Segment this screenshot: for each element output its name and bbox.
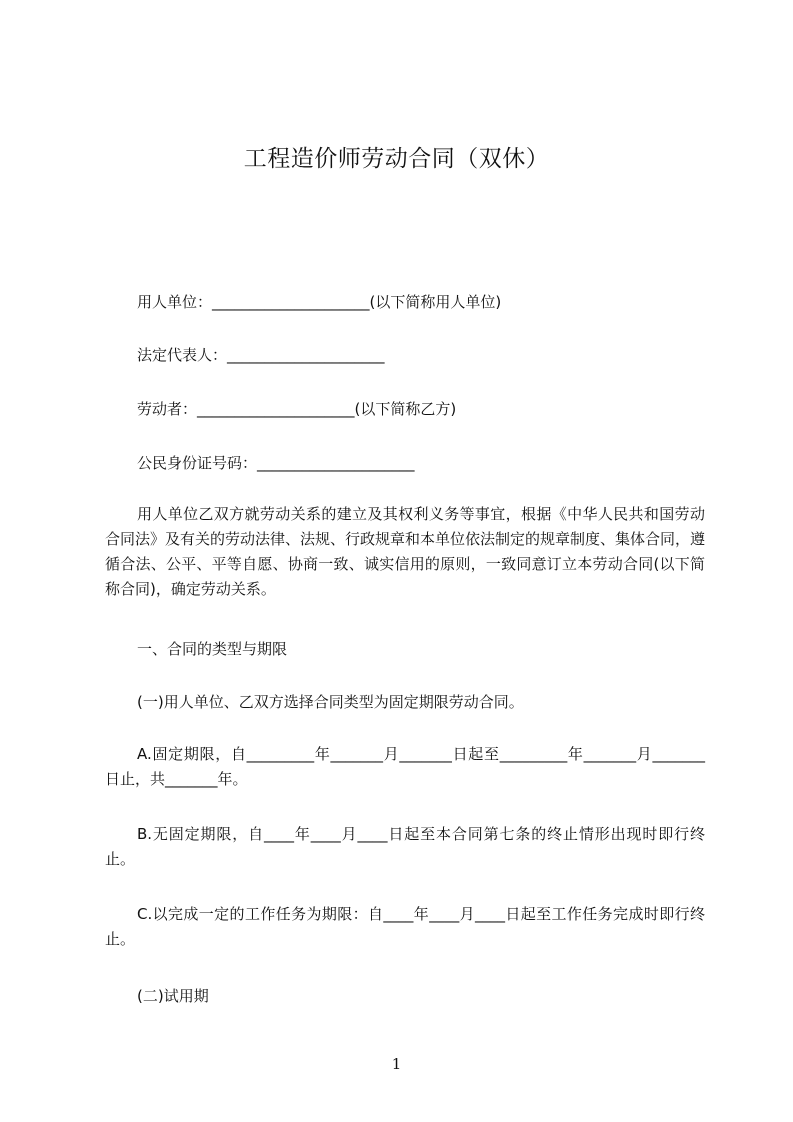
- worker-field: 劳动者：_____________________(以下简称乙方): [137, 400, 457, 418]
- id-number-field: 公民身份证号码：_____________________: [137, 454, 415, 472]
- option-a-fixed-term: A.固定期限，自_________年_______月_______日起至_________年_______月_______日止，共_______年。: [105, 745, 705, 788]
- option-b-open-term: B.无固定期限，自____年____月____日起至本合同第七条的终止情形出现时即行终止。: [105, 825, 705, 868]
- employer-field: 用人单位：_____________________(以下简称用人单位): [137, 293, 502, 311]
- document-title: 工程造价师劳动合同（双休）: [243, 146, 550, 172]
- clause-probation: (二)试用期: [137, 987, 209, 1005]
- section-heading-contract-type: 一、合同的类型与期限: [137, 640, 288, 658]
- preamble-paragraph: 用人单位乙双方就劳动关系的建立及其权利义务等事宜，根据《中华人民共和国劳动合同法》及有关的劳动法律、法规、行政规章和本单位依法制定的规章制度、集体合同，遵循合法、公平、平等自愿、协商一致、诚实信用的原则，一致同意订立本劳动合同(以下简称合同)，确定劳动关系。: [105, 505, 706, 598]
- page-number: 1: [391, 1055, 402, 1073]
- clause-contract-type: (一)用人单位、乙双方选择合同类型为固定期限劳动合同。: [137, 693, 524, 711]
- option-c-task-term: C.以完成一定的工作任务为期限：自____年____月____日起至工作任务完成时即行终止。: [105, 905, 705, 948]
- legal-representative-field: 法定代表人：_____________________: [137, 346, 385, 364]
